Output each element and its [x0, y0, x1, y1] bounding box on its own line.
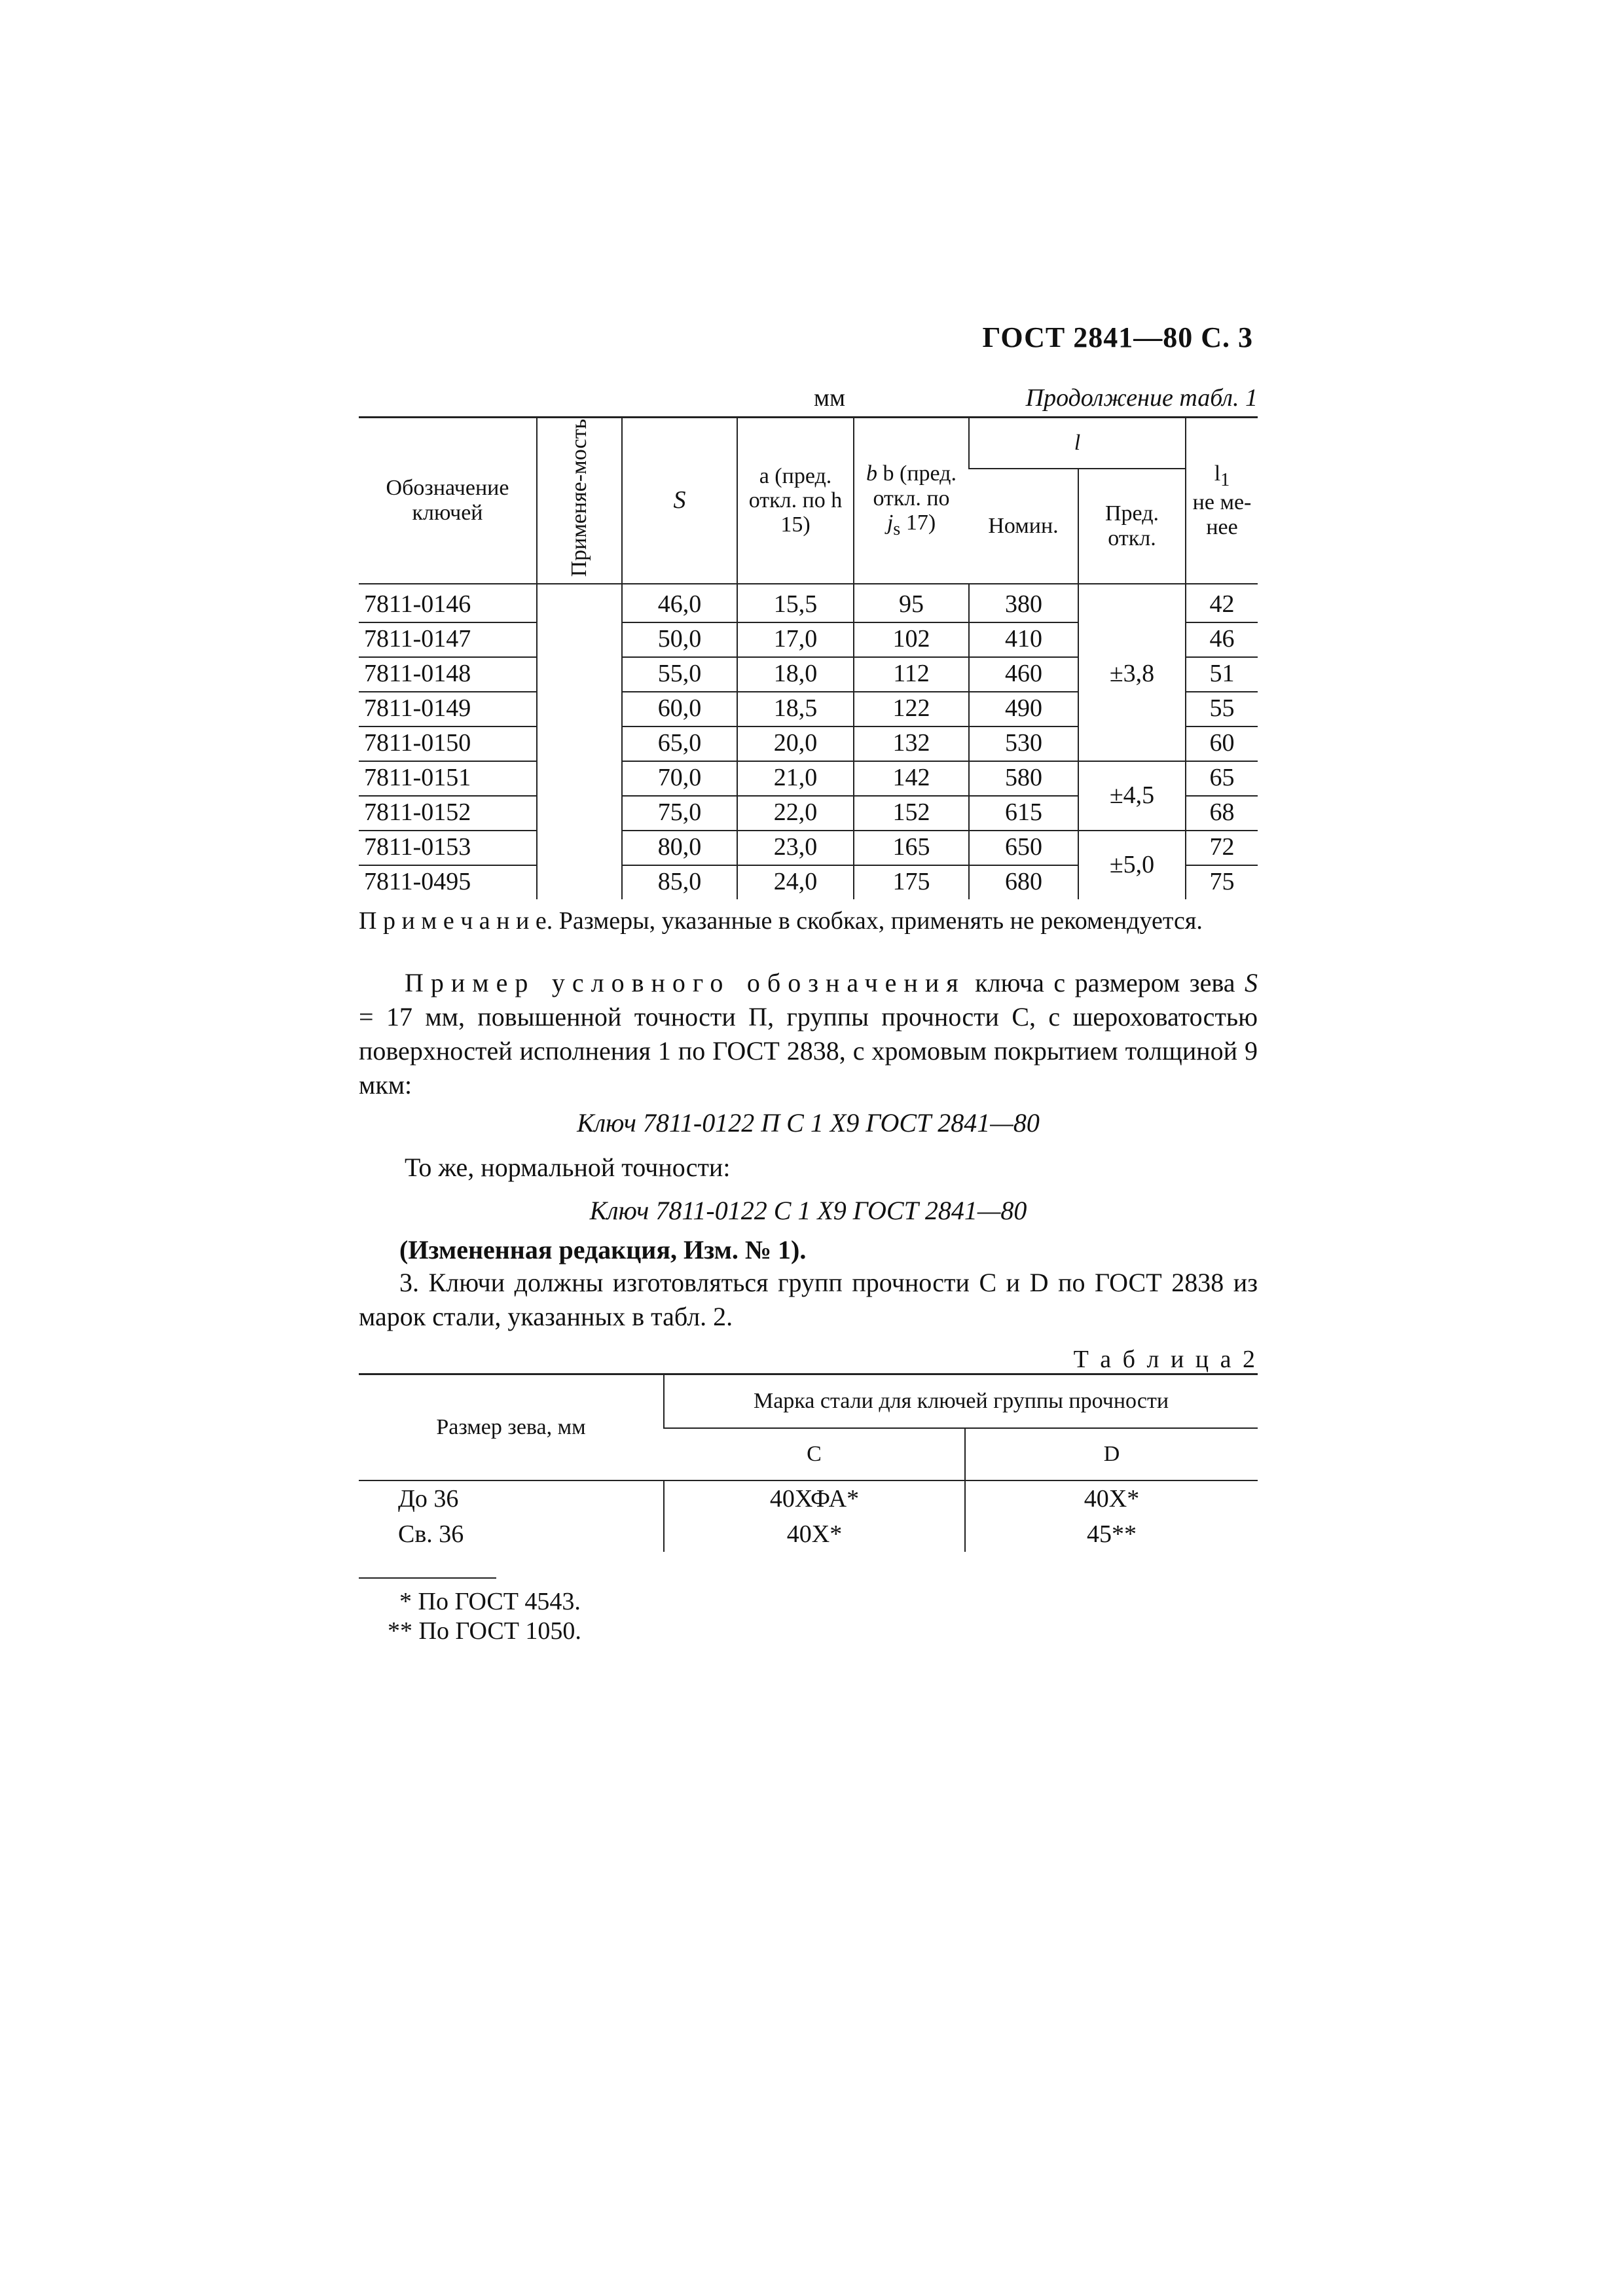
- table-cell-l-deviation: ±4,5: [1078, 761, 1186, 831]
- table-cell-s: 85,0: [622, 865, 737, 899]
- revision-note: (Измененная редакция, Изм. № 1).: [399, 1235, 807, 1265]
- t2-th-c: С: [664, 1428, 965, 1480]
- table-cell-b: 102: [854, 622, 969, 657]
- t2-row: [359, 1480, 1258, 1516]
- table-cell-b: 142: [854, 761, 969, 796]
- t2-cell-c: 40Х*: [664, 1516, 965, 1552]
- table-cell-s: 60,0: [622, 692, 737, 726]
- th-a: а (пред. откл. по h 15): [737, 418, 854, 584]
- table-cell-designation: 7811-0495: [364, 868, 471, 896]
- table-cell-l1: 51: [1186, 657, 1258, 692]
- table-cell-b: 95: [854, 584, 969, 622]
- table2-caption: Т а б л и ц а 2: [1073, 1346, 1258, 1373]
- table-cell-b: 112: [854, 657, 969, 692]
- t2-cell-d: 40Х*: [965, 1480, 1258, 1516]
- table-cell-a: 15,5: [737, 584, 854, 622]
- table-cell-l-nom: 650: [969, 831, 1078, 865]
- table1-row: [359, 761, 1258, 796]
- table1-row: [359, 831, 1258, 865]
- th-l1: $l_1$ не ме-нее: [1186, 418, 1258, 584]
- table-cell-b: 175: [854, 865, 969, 899]
- table-cell-l-nom: 460: [969, 657, 1078, 692]
- table-cell-s: 75,0: [622, 796, 737, 831]
- t2-cell-c: 40ХФА*: [664, 1480, 965, 1516]
- table-cell-l-deviation: ±3,8: [1078, 584, 1186, 761]
- table-cell-designation: 7811-0149: [359, 692, 537, 726]
- t2-cell-size: Св. 36: [398, 1520, 464, 1548]
- table1-caption-row: [359, 384, 1258, 416]
- table-cell-designation: 7811-0152: [359, 796, 537, 831]
- table-cell-a: 24,0: [737, 865, 854, 899]
- th-l: l: [969, 418, 1186, 469]
- table2: [359, 1373, 1258, 1552]
- table-cell-a: 18,0: [737, 657, 854, 692]
- table-cell-l1: 42: [1186, 584, 1258, 622]
- table1-unit: мм: [814, 384, 846, 412]
- table1-row: [359, 584, 1258, 622]
- table-cell-l1: 68: [1186, 796, 1258, 831]
- table-cell-designation: 7811-0151: [359, 761, 537, 796]
- table-cell-s: 46,0: [622, 584, 737, 622]
- table-cell-s: 50,0: [622, 622, 737, 657]
- table-cell-b: 122: [854, 692, 969, 726]
- table-cell-a: 17,0: [737, 622, 854, 657]
- table-cell-l-nom: 490: [969, 692, 1078, 726]
- table-cell-s: 80,0: [622, 831, 737, 865]
- table-cell-a: 22,0: [737, 796, 854, 831]
- table-cell-applicability: [537, 865, 622, 899]
- th-l-nom: Номин.: [969, 469, 1078, 584]
- table-cell-l-nom: 410: [969, 622, 1078, 657]
- th-s: S: [622, 418, 737, 584]
- table-cell-l1: 55: [1186, 692, 1258, 726]
- table-cell-l-nom: 680: [969, 865, 1078, 899]
- table-cell-applicability: [537, 726, 622, 761]
- table-cell-a: 23,0: [737, 831, 854, 865]
- table-cell-b: 165: [854, 831, 969, 865]
- table-cell-l-deviation: ±5,0: [1078, 831, 1186, 899]
- table-cell-l1: 46: [1186, 622, 1258, 657]
- table-cell-l-nom: 380: [969, 584, 1078, 622]
- footnote-2: ** По ГОСТ 1050.: [388, 1617, 581, 1645]
- table1-continuation: Продолжение табл. 1: [1025, 384, 1258, 412]
- example-paragraph: Пример условного обозначения ключа с размером зева S = 17 мм, повышенной точности П, группы прочности С, с шероховатостью поверхностей исполнения 1 по ГОСТ 2838, с хромовым покрытием толщиной 9 мкм:: [359, 968, 1258, 1100]
- th-designation: Обозначение ключей: [359, 418, 537, 584]
- t2-row: [359, 1516, 1258, 1552]
- th-applicability: Применяе-мость: [537, 418, 622, 584]
- table1: [359, 416, 1258, 899]
- t2-th-grade: Марка стали для ключей группы прочности: [664, 1374, 1258, 1428]
- table-cell-applicability: [537, 692, 622, 726]
- t2-th-d: D: [965, 1428, 1258, 1480]
- t2-th-size: Размер зева, мм: [359, 1374, 664, 1480]
- table-cell-designation: 7811-0153: [359, 831, 537, 865]
- t2-cell-d: 45**: [965, 1516, 1258, 1552]
- example-code-1: Ключ 7811-0122 П С 1 Х9 ГОСТ 2841—80: [577, 1108, 1040, 1138]
- table-cell-l-nom: 615: [969, 796, 1078, 831]
- footnote-divider: [359, 1577, 496, 1579]
- footnote-1: * По ГОСТ 4543.: [399, 1588, 581, 1615]
- table-cell-applicability: [537, 584, 622, 622]
- table-cell-l1: 72: [1186, 831, 1258, 865]
- table-cell-applicability: [537, 622, 622, 657]
- example-same: То же, нормальной точности:: [405, 1153, 731, 1182]
- th-b: b b (пред. откл. по $j_s$ 17): [854, 418, 969, 584]
- table-cell-s: 65,0: [622, 726, 737, 761]
- note: П р и м е ч а н и е. Размеры, указанные в скобках, применять не рекомендуется.: [359, 907, 1203, 935]
- table-cell-designation: 7811-0150: [359, 726, 537, 761]
- table-cell-designation: 7811-0146: [359, 584, 537, 622]
- table-cell-a: 20,0: [737, 726, 854, 761]
- table-cell-b: 132: [854, 726, 969, 761]
- table-cell-applicability: [537, 761, 622, 796]
- page-header: ГОСТ 2841—80 С. 3: [982, 321, 1253, 353]
- t2-cell-size: До 36: [398, 1484, 459, 1513]
- table-cell-b: 152: [854, 796, 969, 831]
- table-cell-l1: 75: [1186, 865, 1258, 899]
- table-cell-a: 18,5: [737, 692, 854, 726]
- table-cell-applicability: [537, 657, 622, 692]
- table-cell-l1: 65: [1186, 761, 1258, 796]
- table-cell-applicability: [537, 796, 622, 831]
- th-l-dev: Пред. откл.: [1078, 469, 1186, 584]
- table-cell-s: 70,0: [622, 761, 737, 796]
- table-cell-designation: 7811-0148: [359, 657, 537, 692]
- table-cell-l1: 60: [1186, 726, 1258, 761]
- table-cell-l-nom: 580: [969, 761, 1078, 796]
- example-code-2: Ключ 7811-0122 С 1 Х9 ГОСТ 2841—80: [589, 1196, 1027, 1225]
- table-cell-designation: 7811-0147: [359, 622, 537, 657]
- table-cell-s: 55,0: [622, 657, 737, 692]
- table-cell-l-nom: 530: [969, 726, 1078, 761]
- table-cell-applicability: [537, 831, 622, 865]
- clause-3: 3. Ключи должны изготовляться групп прочности С и D по ГОСТ 2838 из марок стали, указанных в табл. 2.: [359, 1268, 1258, 1331]
- table-cell-a: 21,0: [737, 761, 854, 796]
